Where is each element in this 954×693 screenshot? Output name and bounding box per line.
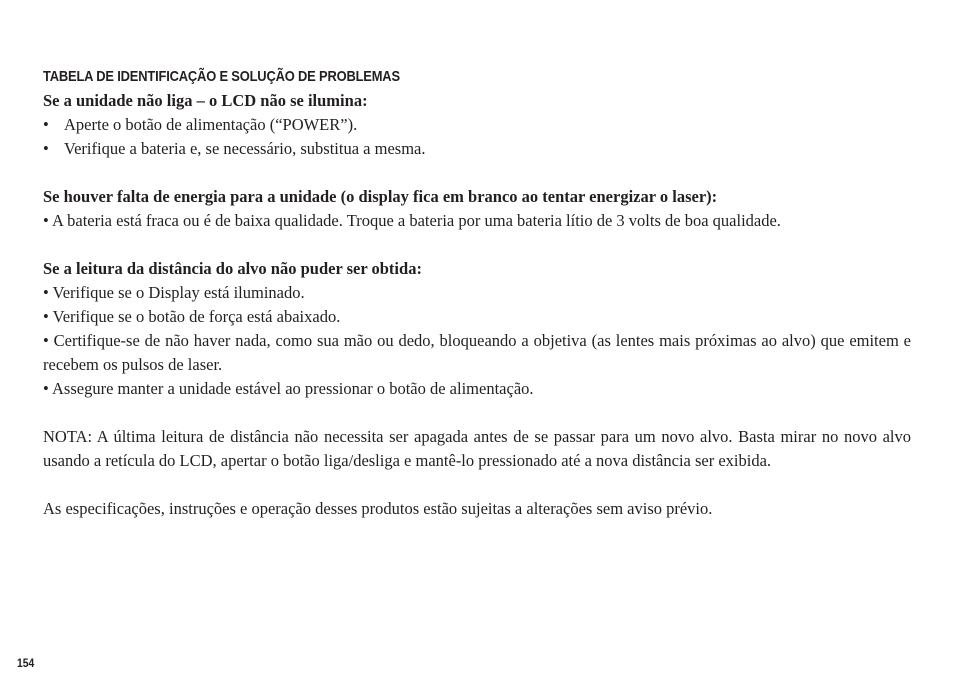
list-item [43, 113, 911, 137]
problem-heading-no-power-on: Se a unidade não liga – o LCD não se ilumina: [43, 91, 368, 110]
list-item [43, 137, 911, 161]
solution-list-low-power [43, 209, 911, 233]
page-number: 154 [17, 656, 35, 670]
list-item: • Verifique se o botão de força está abaixado. [43, 307, 341, 326]
solution-list-no-reading [43, 281, 911, 401]
list-item: • Certifique-se de não haver nada, como sua mão ou dedo, bloqueando a objetiva (as lentes mais próximas ao alvo) que emitem e recebem os pulsos de laser. [43, 331, 911, 374]
spacer [43, 401, 911, 425]
problem-heading-no-reading: Se a leitura da distância do alvo não puder ser obtida: [43, 259, 422, 278]
problem-heading-low-power: Se houver falta de energia para a unidade (o display fica em branco ao tentar energizar o laser): [43, 187, 718, 206]
section-title: TABELA DE IDENTIFICAÇÃO E SOLUÇÃO DE PROBLEMAS [43, 68, 400, 85]
disclaimer-paragraph: As especificações, instruções e operação desses produtos estão sujeitas a alterações sem aviso prévio. [43, 499, 713, 518]
list-item-text: Aperte o botão de alimentação (“POWER”). [64, 115, 358, 134]
solution-list-no-power-on [43, 113, 911, 161]
list-item: • Verifique se o Display está iluminado. [43, 283, 305, 302]
list-item: • A bateria está fraca ou é de baixa qualidade. Troque a bateria por uma bateria lítio de 3 volts de boa qualidade. [43, 211, 781, 230]
bullet-marker: • [43, 139, 49, 158]
bullet-marker: • [43, 115, 49, 134]
note-paragraph: NOTA: A última leitura de distância não necessita ser apagada antes de se passar para um novo alvo. Basta mirar no novo alvo usando a retícula do LCD, apertar o botão liga/desliga e mantê-lo pressionado até a nova distância ser exibida. [43, 427, 911, 470]
spacer [43, 161, 911, 185]
list-item-text: Verifique a bateria e, se necessário, substitua a mesma. [64, 139, 426, 158]
spacer [43, 233, 911, 257]
spacer [43, 473, 911, 497]
manual-page-content [43, 65, 911, 521]
list-item: • Assegure manter a unidade estável ao pressionar o botão de alimentação. [43, 379, 534, 398]
